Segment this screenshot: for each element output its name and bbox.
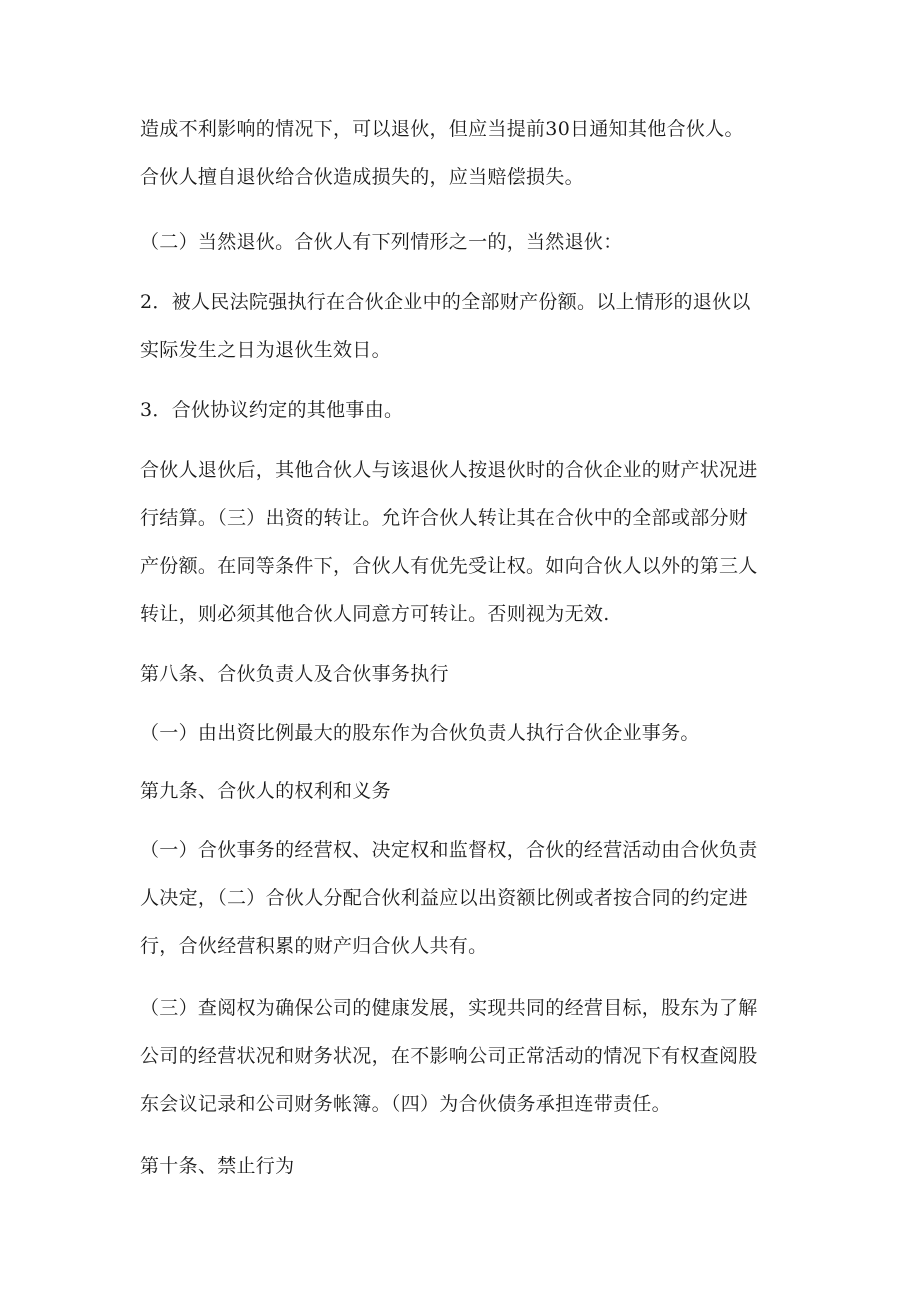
text-line: 转让，则必须其他合伙人同意方可转让。否则视为无效.: [140, 603, 610, 625]
text-line: 第八条、合伙负责人及合伙事务执行: [140, 663, 449, 685]
text-line: 实际发生之日为退伙生效日。: [140, 339, 391, 361]
text-line: 合伙人擅自退伙给合伙造成损失的，应当赔偿损失。: [140, 166, 584, 188]
paragraph-article-9-rights: [140, 826, 780, 970]
paragraph-article-8-item-1: [140, 709, 780, 757]
paragraph-automatic-withdrawal: [140, 218, 780, 266]
text-line: 造成不利影响的情况下，可以退伙，但应当提前30日通知其他合伙人。: [140, 118, 744, 140]
text-line: （一）合伙事务的经营权、决定权和监督权，合伙的经营活动由合伙负责: [140, 839, 758, 861]
text-line: 产份额。在同等条件下，合伙人有优先受让权。如向合伙人以外的第三人: [140, 555, 758, 577]
text-line: 第十条、禁止行为: [140, 1155, 295, 1177]
text-line: 2．被人民法院强执行在合伙企业中的全部财产份额。以上情形的退伙以: [140, 291, 751, 313]
text-line: 东会议记录和公司财务帐簿。（四）为合伙债务承担连带责任。: [140, 1093, 671, 1115]
paragraph-settlement-transfer: [140, 446, 780, 638]
list-item-3: [140, 386, 780, 434]
text-line: （三）查阅权为确保公司的健康发展，实现共同的经营目标，股东为了解: [140, 997, 758, 1019]
paragraph-withdrawal-notice: [140, 105, 780, 201]
heading-article-9: [140, 767, 780, 815]
text-line: 3．合伙协议约定的其他事由。: [140, 399, 404, 421]
text-line: 行，合伙经营积累的财产归合伙人共有。: [140, 935, 488, 957]
text-line: （一）由出资比例最大的股东作为合伙负责人执行合伙企业事务。: [140, 722, 700, 744]
list-item-2: [140, 278, 780, 374]
heading-article-8: [140, 650, 780, 698]
text-line: 第九条、合伙人的权利和义务: [140, 780, 391, 802]
heading-article-10: [140, 1142, 780, 1190]
paragraph-article-9-inspection: [140, 984, 780, 1128]
text-line: （二）当然退伙。合伙人有下列情形之一的，当然退伙：: [140, 231, 623, 253]
text-line: 人决定，（二）合伙人分配合伙利益应以出资额比例或者按合同的约定进: [140, 887, 749, 909]
text-line: 行结算。（三）出资的转让。允许合伙人转让其在合伙中的全部或部分财: [140, 507, 749, 529]
text-line: 合伙人退伙后，其他合伙人与该退伙人按退伙时的合伙企业的财产状况进: [140, 459, 758, 481]
text-line: 公司的经营状况和财务状况，在不影响公司正常活动的情况下有权查阅股: [140, 1045, 758, 1067]
